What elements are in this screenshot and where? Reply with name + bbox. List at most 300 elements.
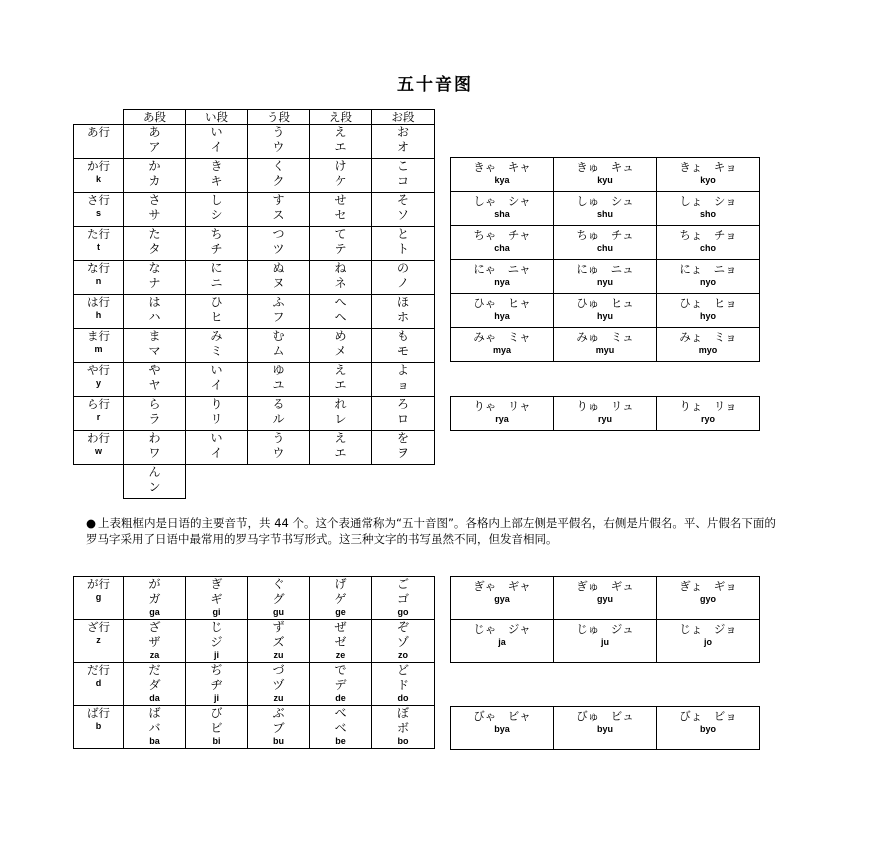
romaji: do [397, 693, 409, 703]
kana-cell [124, 577, 186, 620]
row-roman: t [97, 242, 100, 252]
romaji: ze [335, 650, 346, 660]
kana-cell [310, 397, 372, 431]
kana-cell [248, 620, 310, 663]
hiragana: つ [272, 227, 285, 241]
kana-cell [372, 577, 435, 620]
kana-pair: みょ ミョ [679, 330, 737, 344]
bullet-icon: ● [86, 516, 97, 530]
row-label: だ行 [87, 663, 110, 677]
youon-roman: gyo [699, 594, 716, 604]
hiragana: な [148, 261, 161, 275]
katakana: ロ [396, 412, 409, 426]
row-header [74, 706, 124, 749]
youon-roman: rya [495, 414, 509, 424]
katakana: メ [334, 344, 347, 358]
row-header [74, 227, 124, 261]
table-row [451, 397, 760, 431]
youon-roman: hya [494, 311, 510, 321]
row-roman: r [96, 412, 101, 422]
katakana: ギ [210, 592, 223, 606]
katakana: ジ [210, 635, 223, 649]
youon-cell [657, 294, 760, 328]
romaji: gu [273, 607, 284, 617]
hiragana: え [334, 431, 347, 445]
katakana: バ [148, 721, 161, 735]
table-row [74, 620, 435, 663]
table-row [74, 329, 435, 363]
hiragana: る [272, 397, 285, 411]
romaji: ji [213, 650, 219, 660]
kana-cell [248, 295, 310, 329]
column-header: あ段 [124, 110, 186, 125]
row-header [74, 431, 124, 465]
hiragana: お [396, 125, 409, 139]
column-header: い段 [186, 110, 248, 125]
kana-pair: みゅ ミュ [576, 330, 634, 344]
kana-pair: にゅ ニュ [576, 262, 634, 276]
katakana: ヒ [210, 310, 223, 324]
column-header: え段 [310, 110, 372, 125]
youon-roman: kyo [700, 175, 716, 185]
katakana: ミ [210, 344, 223, 358]
katakana: ツ [272, 242, 285, 256]
hiragana: よ [396, 363, 409, 377]
katakana: ホ [396, 310, 409, 324]
kana-cell [310, 159, 372, 193]
youon-roman: myu [595, 345, 615, 355]
kana-pair: ちょ チョ [679, 228, 737, 242]
note-text: 上表粗框内是日语的主要音节，共 44 个。这个表通常称为“五十音图”。各格内上部左侧是平假名，右侧是片假名。平、片假名下面的罗马字采用了日语中最常用的罗马字节书写形式。这三种文字的书写虽然不同，但发音相同。 [86, 516, 776, 546]
kana-cell [372, 363, 435, 397]
youon-cell [451, 226, 554, 260]
kana-cell [186, 431, 248, 465]
hiragana: て [334, 227, 347, 241]
voiced-table [73, 576, 435, 749]
kana-cell [186, 397, 248, 431]
hiragana: ら [148, 397, 161, 411]
katakana: ズ [272, 635, 285, 649]
row-roman: m [94, 344, 103, 354]
youon-roman: nyu [596, 277, 613, 287]
youon-roman: jo [704, 637, 712, 647]
hiragana: ご [396, 577, 409, 591]
hiragana: ひ [210, 295, 223, 309]
kana-cell [372, 706, 435, 749]
hiragana: ぜ [334, 620, 347, 634]
kana-cell [248, 261, 310, 295]
row-roman: s [95, 208, 101, 218]
kana-cell [124, 193, 186, 227]
hiragana: げ [334, 577, 347, 591]
kana-cell [248, 706, 310, 749]
kana-cell [124, 431, 186, 465]
empty-cell [372, 465, 435, 499]
hiragana: ぬ [272, 261, 285, 275]
kana-pair: しゅ シュ [576, 194, 634, 208]
hiragana: ん [148, 465, 161, 479]
hiragana: で [334, 663, 347, 677]
youon-roman: ja [498, 637, 506, 647]
kana-cell [248, 227, 310, 261]
katakana: チ [210, 242, 223, 256]
youon-cell [554, 328, 657, 362]
katakana: ク [272, 174, 285, 188]
youon-cell [451, 620, 554, 663]
kana-cell [310, 706, 372, 749]
hiragana: く [272, 159, 285, 173]
kana-pair: ひゃ ヒャ [473, 296, 531, 310]
katakana: イ [210, 140, 223, 154]
kana-cell [124, 125, 186, 159]
katakana: ワ [148, 446, 161, 460]
gojuon-table [73, 109, 435, 499]
hiragana: ね [334, 261, 347, 275]
hiragana: ぶ [272, 706, 285, 720]
youon-roman: kya [494, 175, 510, 185]
table-row [451, 707, 760, 750]
romaji: de [335, 693, 346, 703]
katakana: ル [272, 412, 285, 426]
row-roman: b [95, 721, 102, 731]
kana-cell [372, 663, 435, 706]
kana-cell [186, 193, 248, 227]
kana-cell [248, 663, 310, 706]
table-row [451, 158, 760, 192]
youon-cell [554, 226, 657, 260]
kana-cell [372, 261, 435, 295]
youon-cell [657, 577, 760, 620]
romaji: da [149, 693, 160, 703]
hiragana: け [334, 159, 347, 173]
youon-r-table [450, 396, 760, 431]
kana-pair: ひゅ ヒュ [576, 296, 634, 310]
hiragana: わ [148, 431, 161, 445]
katakana: ブ [272, 721, 285, 735]
kana-pair: ぎゃ ギャ [473, 579, 531, 593]
katakana: ソ [396, 208, 409, 222]
kana-cell [310, 227, 372, 261]
youon-voiced-g-table [450, 576, 760, 663]
katakana: ゾ [396, 635, 409, 649]
hiragana: か [148, 159, 161, 173]
kana-cell [310, 663, 372, 706]
kana-cell [186, 363, 248, 397]
hiragana: ぐ [272, 577, 285, 591]
katakana: ヤ [148, 378, 161, 392]
kana-cell [248, 577, 310, 620]
youon-roman: bya [494, 724, 510, 734]
hiragana: ざ [148, 620, 161, 634]
kana-pair: しょ ショ [679, 194, 737, 208]
youon-roman: ryo [700, 414, 715, 424]
kana-cell [310, 193, 372, 227]
katakana: ン [148, 480, 161, 494]
column-header: う段 [248, 110, 310, 125]
katakana: カ [148, 174, 161, 188]
youon-cell [451, 707, 554, 750]
youon-roman: nya [494, 277, 510, 287]
row-label: ら行 [87, 397, 110, 411]
kana-pair: ぎゅ ギュ [576, 579, 634, 593]
romaji: be [335, 736, 346, 746]
katakana: ナ [148, 276, 161, 290]
hiragana: う [272, 125, 285, 139]
kana-cell [248, 431, 310, 465]
table-row [451, 192, 760, 226]
hiragana: も [396, 329, 409, 343]
corner-cell [74, 110, 124, 125]
kana-cell [186, 125, 248, 159]
hiragana: ぞ [396, 620, 409, 634]
kana-pair: ひょ ヒョ [679, 296, 737, 310]
youon-cell [554, 577, 657, 620]
youon-cell [554, 192, 657, 226]
kana-cell [124, 227, 186, 261]
hiragana: ぎ [210, 577, 223, 591]
row-header [74, 663, 124, 706]
kana-cell [124, 295, 186, 329]
romaji: go [397, 607, 409, 617]
katakana: ヘ [334, 310, 347, 324]
column-header-row [74, 110, 435, 125]
kana-cell [124, 465, 186, 499]
katakana: ド [396, 678, 409, 692]
hiragana: む [272, 329, 285, 343]
hiragana: ろ [396, 397, 409, 411]
row-label: ば行 [87, 706, 110, 720]
kana-cell [186, 227, 248, 261]
katakana: リ [210, 412, 223, 426]
row-roman: w [94, 446, 102, 456]
kana-cell [372, 431, 435, 465]
romaji: ga [149, 607, 160, 617]
youon-roman: mya [492, 345, 511, 355]
kana-cell [186, 159, 248, 193]
kana-cell [124, 663, 186, 706]
kana-cell [186, 663, 248, 706]
kana-cell [186, 295, 248, 329]
kana-cell [310, 295, 372, 329]
katakana: フ [272, 310, 285, 324]
katakana: セ [334, 208, 347, 222]
hiragana: や [148, 363, 161, 377]
youon-cell [451, 328, 554, 362]
youon-cell [657, 707, 760, 750]
hiragana: え [334, 363, 347, 377]
katakana: ボ [396, 721, 409, 735]
romaji: zo [398, 650, 408, 660]
romaji: ge [335, 607, 346, 617]
youon-roman: nyo [699, 277, 716, 287]
table-row [451, 294, 760, 328]
hiragana: れ [334, 397, 347, 411]
youon-cell [657, 158, 760, 192]
hiragana: ば [148, 706, 161, 720]
kana-pair: きょ キョ [679, 160, 737, 174]
kana-pair: じゃ ジャ [473, 622, 531, 636]
hiragana: ま [148, 329, 161, 343]
hiragana: を [396, 431, 409, 445]
hiragana: ふ [272, 295, 285, 309]
table-row [74, 227, 435, 261]
kana-cell [186, 620, 248, 663]
row-label: が行 [87, 577, 110, 591]
kana-pair: りゅ リュ [576, 399, 634, 413]
katakana: シ [210, 208, 223, 222]
katakana: モ [396, 344, 409, 358]
youon-cell [554, 707, 657, 750]
table-row [74, 663, 435, 706]
katakana: ヌ [272, 276, 285, 290]
hiragana: き [210, 159, 223, 173]
youon-table [450, 157, 760, 362]
table-row [74, 295, 435, 329]
romaji: ba [149, 736, 160, 746]
youon-cell [657, 397, 760, 431]
hiragana: の [396, 261, 409, 275]
row-label: な行 [87, 261, 110, 275]
katakana: ニ [210, 276, 223, 290]
kana-pair: にゃ ニャ [473, 262, 531, 276]
hiragana: こ [396, 159, 409, 173]
row-header [74, 159, 124, 193]
katakana: キ [210, 174, 223, 188]
row-roman: h [95, 310, 102, 320]
row-header [74, 397, 124, 431]
hiragana: い [210, 431, 223, 445]
romaji: zu [273, 650, 284, 660]
table-row [451, 226, 760, 260]
katakana: ト [396, 242, 409, 256]
youon-cell [451, 158, 554, 192]
romaji: gi [212, 607, 221, 617]
katakana: デ [334, 678, 347, 692]
hiragana: だ [148, 663, 161, 677]
youon-roman: cha [494, 243, 510, 253]
table-row [74, 125, 435, 159]
kana-pair: ちゃ チャ [473, 228, 531, 242]
row-header [74, 363, 124, 397]
row-roman: z [96, 635, 101, 645]
hiragana: ど [396, 663, 409, 677]
katakana: レ [334, 412, 347, 426]
katakana: ョ [396, 378, 409, 392]
katakana: サ [148, 208, 161, 222]
romaji: bi [212, 736, 221, 746]
kana-cell [124, 329, 186, 363]
katakana: エ [334, 140, 347, 154]
row-label: ざ行 [87, 620, 110, 634]
katakana: イ [210, 378, 223, 392]
kana-pair: りゃ リャ [473, 399, 531, 413]
hiragana: べ [334, 706, 347, 720]
table-row [74, 397, 435, 431]
youon-cell [554, 294, 657, 328]
youon-cell [451, 397, 554, 431]
kana-cell [372, 125, 435, 159]
table-row [451, 260, 760, 294]
katakana: ア [148, 140, 161, 154]
kana-cell [124, 620, 186, 663]
hiragana: ち [210, 227, 223, 241]
table-row [451, 620, 760, 663]
romaji: za [149, 650, 160, 660]
row-header [74, 577, 124, 620]
table-row [74, 261, 435, 295]
kana-pair: しゃ シャ [473, 194, 531, 208]
kana-cell [310, 261, 372, 295]
kana-pair: ぎょ ギョ [679, 579, 737, 593]
hiragana: い [210, 363, 223, 377]
hiragana: え [334, 125, 347, 139]
katakana: ノ [396, 276, 409, 290]
hiragana: づ [272, 663, 285, 677]
youon-cell [451, 260, 554, 294]
kana-pair: きゃ キャ [473, 160, 531, 174]
katakana: ヲ [396, 446, 409, 460]
youon-roman: byu [596, 724, 613, 734]
youon-roman: myo [698, 345, 718, 355]
hiragana: ゆ [272, 363, 285, 377]
table-row [74, 465, 435, 499]
row-label: さ行 [87, 193, 110, 207]
row-roman: k [95, 174, 101, 184]
kana-pair: びゃ ビャ [473, 709, 531, 723]
page-title: 五十音图 [397, 75, 473, 95]
kana-pair: ちゅ チュ [576, 228, 634, 242]
row-header [74, 620, 124, 663]
katakana: タ [148, 242, 161, 256]
youon-cell [657, 192, 760, 226]
row-label: は行 [87, 295, 110, 309]
empty-cell [186, 465, 248, 499]
kana-cell [372, 227, 435, 261]
youon-cell [554, 620, 657, 663]
katakana: ビ [210, 721, 223, 735]
katakana: ス [272, 208, 285, 222]
youon-cell [657, 260, 760, 294]
row-header [74, 125, 124, 159]
hiragana: じ [210, 620, 223, 634]
youon-cell [554, 260, 657, 294]
hiragana: が [148, 577, 161, 591]
empty-cell [248, 465, 310, 499]
youon-roman: sho [699, 209, 716, 219]
youon-roman: ju [601, 637, 609, 647]
youon-roman: hyo [699, 311, 716, 321]
hiragana: し [210, 193, 223, 207]
katakana: ヂ [210, 678, 223, 692]
kana-pair: みゃ ミャ [473, 330, 531, 344]
youon-cell [657, 226, 760, 260]
kana-cell [186, 706, 248, 749]
hiragana: は [148, 295, 161, 309]
hiragana: ほ [396, 295, 409, 309]
kana-pair: りょ リョ [679, 399, 737, 413]
row-header [74, 193, 124, 227]
row-label: あ行 [87, 125, 110, 139]
katakana: ザ [148, 635, 161, 649]
katakana: オ [396, 140, 409, 154]
katakana: マ [148, 344, 161, 358]
kana-cell [310, 577, 372, 620]
table-row [74, 577, 435, 620]
kana-cell [124, 159, 186, 193]
hiragana: ぼ [396, 706, 409, 720]
row-roman: y [95, 378, 101, 388]
kana-pair: じゅ ジュ [576, 622, 634, 636]
